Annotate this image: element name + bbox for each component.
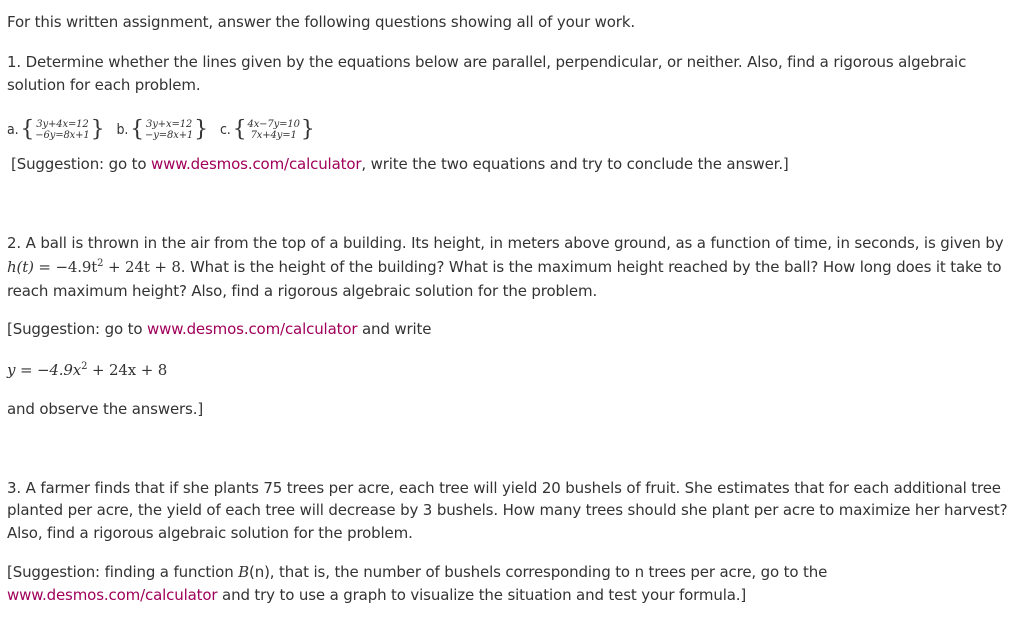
right-brace: } bbox=[90, 117, 105, 142]
system-label: b. bbox=[116, 122, 129, 138]
system-b bbox=[116, 119, 208, 141]
q2-text-line3: reach maximum height? Also, find a rigorous algebraic solution for the problem. bbox=[7, 282, 598, 300]
q1-suggestion: [Suggestion: go to www.desmos.com/calculator, write the two equations and try to conclude the answer.] bbox=[11, 155, 789, 173]
left-brace: { bbox=[130, 117, 145, 142]
system-equation: 3y+x=12 bbox=[146, 119, 193, 130]
right-brace: } bbox=[300, 117, 315, 142]
q2-equation: $y = -4.9x^2 + 24x + 8$ bbox=[7, 361, 168, 379]
left-brace: { bbox=[20, 117, 35, 142]
desmos-link[interactable]: www.desmos.com/calculator bbox=[7, 586, 218, 604]
q3-suggestion-line1: [Suggestion: finding a function B(n), that is, the number of bushels corresponding to n trees per acre, go to the bbox=[7, 563, 828, 581]
q1-text-line2: solution for each problem. bbox=[7, 76, 201, 94]
q3-text-line1: 3. A farmer finds that if she plants 75 trees per acre, each tree will yield 20 bushels of fruit. She estimates that for each additional tree bbox=[7, 479, 1001, 497]
system-equation: −6y=8x+1 bbox=[35, 130, 90, 141]
q2-text-line1: 2. A ball is thrown in the air from the top of a building. Its height, in meters above ground, as a function of time, in seconds, is given by bbox=[7, 234, 1004, 252]
system-equation: −y=8x+1 bbox=[145, 130, 194, 141]
system-a bbox=[7, 119, 104, 141]
q2-observe: and observe the answers.] bbox=[7, 400, 204, 418]
desmos-link[interactable]: www.desmos.com/calculator bbox=[146, 320, 358, 338]
q1-text-line1: 1. Determine whether the lines given by the equations below are parallel, perpendicular, or neither. Also, find a rigorous algebraic bbox=[7, 53, 967, 71]
intro-text: For this written assignment, answer the following questions showing all of your work. bbox=[7, 13, 635, 31]
q2-text-line2: $h(t) = -4.9t^2 + 24t + 8$. What is the height of the building? What is the maximum height reached by the ball? How long does it take to bbox=[7, 258, 1002, 276]
q3-text-line2: planted per acre, the yield of each tree will decrease by 3 bushels. How many trees should she plant per acre to maximize her harvest? bbox=[7, 501, 1008, 519]
height-formula: $h(t) = -4.9t^2 + 24t + 8$ bbox=[7, 258, 181, 276]
system-equation: 3y+4x=12 bbox=[36, 119, 89, 130]
q1-equation-systems bbox=[7, 115, 327, 145]
system-label: a. bbox=[7, 122, 19, 138]
q3-suggestion-line2: www.desmos.com/calculator and try to use a graph to visualize the situation and test your formula.] bbox=[7, 586, 747, 604]
system-label: c. bbox=[220, 122, 231, 138]
right-brace: } bbox=[194, 117, 208, 142]
q3-text-line3: Also, find a rigorous algebraic solution for the problem. bbox=[7, 524, 413, 542]
system-equation: 4x−7y=10 bbox=[247, 119, 300, 130]
left-brace: { bbox=[232, 117, 247, 142]
desmos-link[interactable]: www.desmos.com/calculator bbox=[150, 155, 362, 173]
system-c bbox=[220, 119, 315, 141]
q2-suggestion: [Suggestion: go to www.desmos.com/calculator and write bbox=[7, 320, 432, 338]
system-equation: 7x+4y=1 bbox=[250, 130, 297, 141]
